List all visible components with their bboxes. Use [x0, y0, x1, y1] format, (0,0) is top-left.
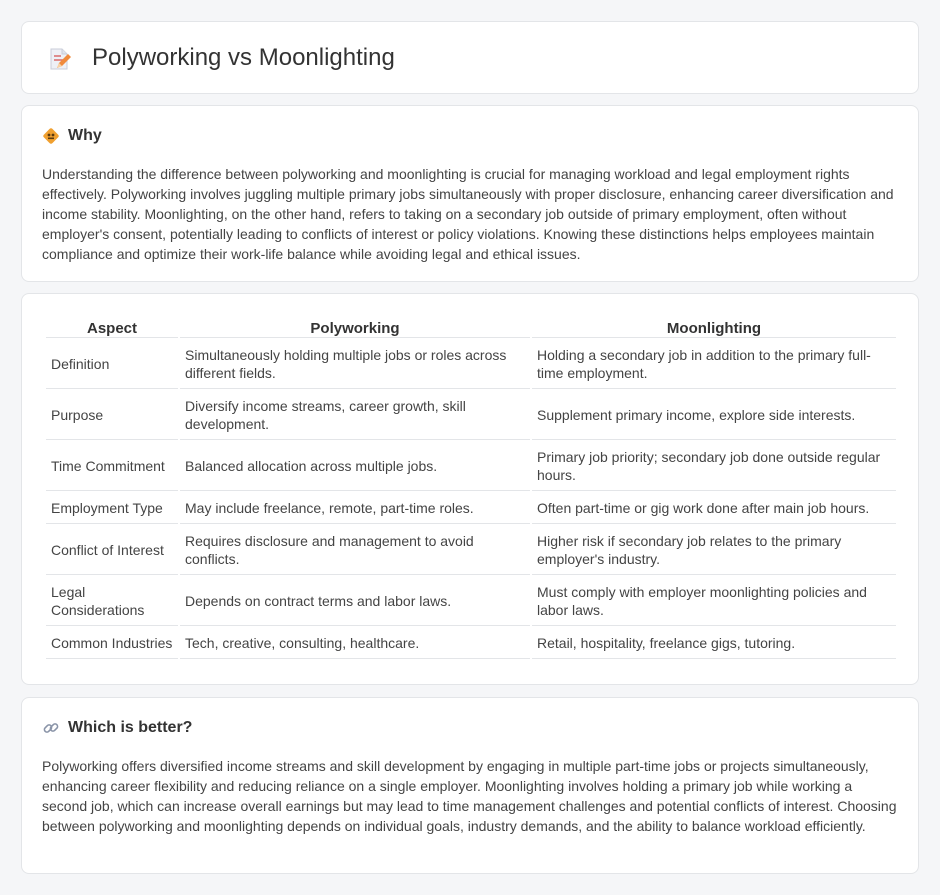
row-polyworking: Simultaneously holding multiple jobs or roles across different fields. [180, 340, 530, 389]
table-row [46, 628, 896, 659]
better-heading [42, 719, 192, 737]
comparison-table [44, 316, 898, 661]
table-header-row [46, 318, 896, 338]
title-card [21, 21, 919, 94]
row-aspect: Common Industries [46, 628, 178, 659]
why-heading [42, 127, 102, 145]
row-polyworking: Diversify income streams, career growth, skill development. [180, 391, 530, 440]
which-is-better-section [21, 697, 919, 874]
row-moonlighting: Must comply with employer moonlighting policies and labor laws. [532, 577, 896, 626]
table-row [46, 493, 896, 524]
row-aspect: Time Commitment [46, 442, 178, 491]
row-aspect: Definition [46, 340, 178, 389]
why-body: Understanding the difference between polyworking and moonlighting is crucial for managing workload and legal employment rights effectively. Polyworking involves juggling multiple primary jobs simultaneously with proper disclosure, enhancing career diversification and income stability. Moonlighting, on the other hand, refers to taking on a secondary job outside of primary employment, often without employer's consent, potentially leading to conflicts of interest or policy violations. Knowing these distinctions helps employees maintain compliance and optimize their work-life balance while avoiding legal and ethical issues. [42, 166, 894, 262]
row-aspect: Purpose [46, 391, 178, 440]
header-moonlighting: Moonlighting [532, 318, 896, 338]
row-moonlighting: Primary job priority; secondary job done outside regular hours. [532, 442, 896, 491]
row-aspect: Employment Type [46, 493, 178, 524]
table-row [46, 340, 896, 389]
header-aspect: Aspect [46, 318, 178, 338]
row-moonlighting: Higher risk if secondary job relates to the primary employer's industry. [532, 526, 896, 575]
table-row [46, 442, 896, 491]
row-polyworking: Depends on contract terms and labor laws. [180, 577, 530, 626]
better-body: Polyworking offers diversified income streams and skill development by engaging in multiple part-time jobs or projects simultaneously, enhancing career flexibility and reducing reliance on a single employer. Moonlighting involves holding a primary job while working a second job, which can increase overall earnings but may lead to time management challenges and potential conflicts of interest. Choosing between polyworking and moonlighting depends on individual goals, industry demands, and the ability to balance workload efficiently. [42, 758, 897, 834]
row-moonlighting: Supplement primary income, explore side interests. [532, 391, 896, 440]
comparison-card [21, 293, 919, 685]
document-pencil-icon [46, 46, 72, 72]
row-aspect: Conflict of Interest [46, 526, 178, 575]
why-section [21, 105, 919, 282]
row-moonlighting: Holding a secondary job in addition to the primary full-time employment. [532, 340, 896, 389]
row-polyworking: Requires disclosure and management to avoid conflicts. [180, 526, 530, 575]
why-heading-label: Why [68, 127, 102, 144]
row-aspect: Legal Considerations [46, 577, 178, 626]
table-row [46, 577, 896, 626]
header-polyworking: Polyworking [180, 318, 530, 338]
table-row [46, 391, 896, 440]
page-title: Polyworking vs Moonlighting [92, 44, 395, 71]
table-row [46, 526, 896, 575]
row-polyworking: Balanced allocation across multiple jobs. [180, 442, 530, 491]
row-moonlighting: Retail, hospitality, freelance gigs, tutoring. [532, 628, 896, 659]
row-moonlighting: Often part-time or gig work done after main job hours. [532, 493, 896, 524]
better-heading-label: Which is better? [68, 719, 193, 736]
link-icon [42, 719, 60, 737]
diamond-sign-icon [42, 127, 60, 145]
row-polyworking: May include freelance, remote, part-time roles. [180, 493, 530, 524]
row-polyworking: Tech, creative, consulting, healthcare. [180, 628, 530, 659]
